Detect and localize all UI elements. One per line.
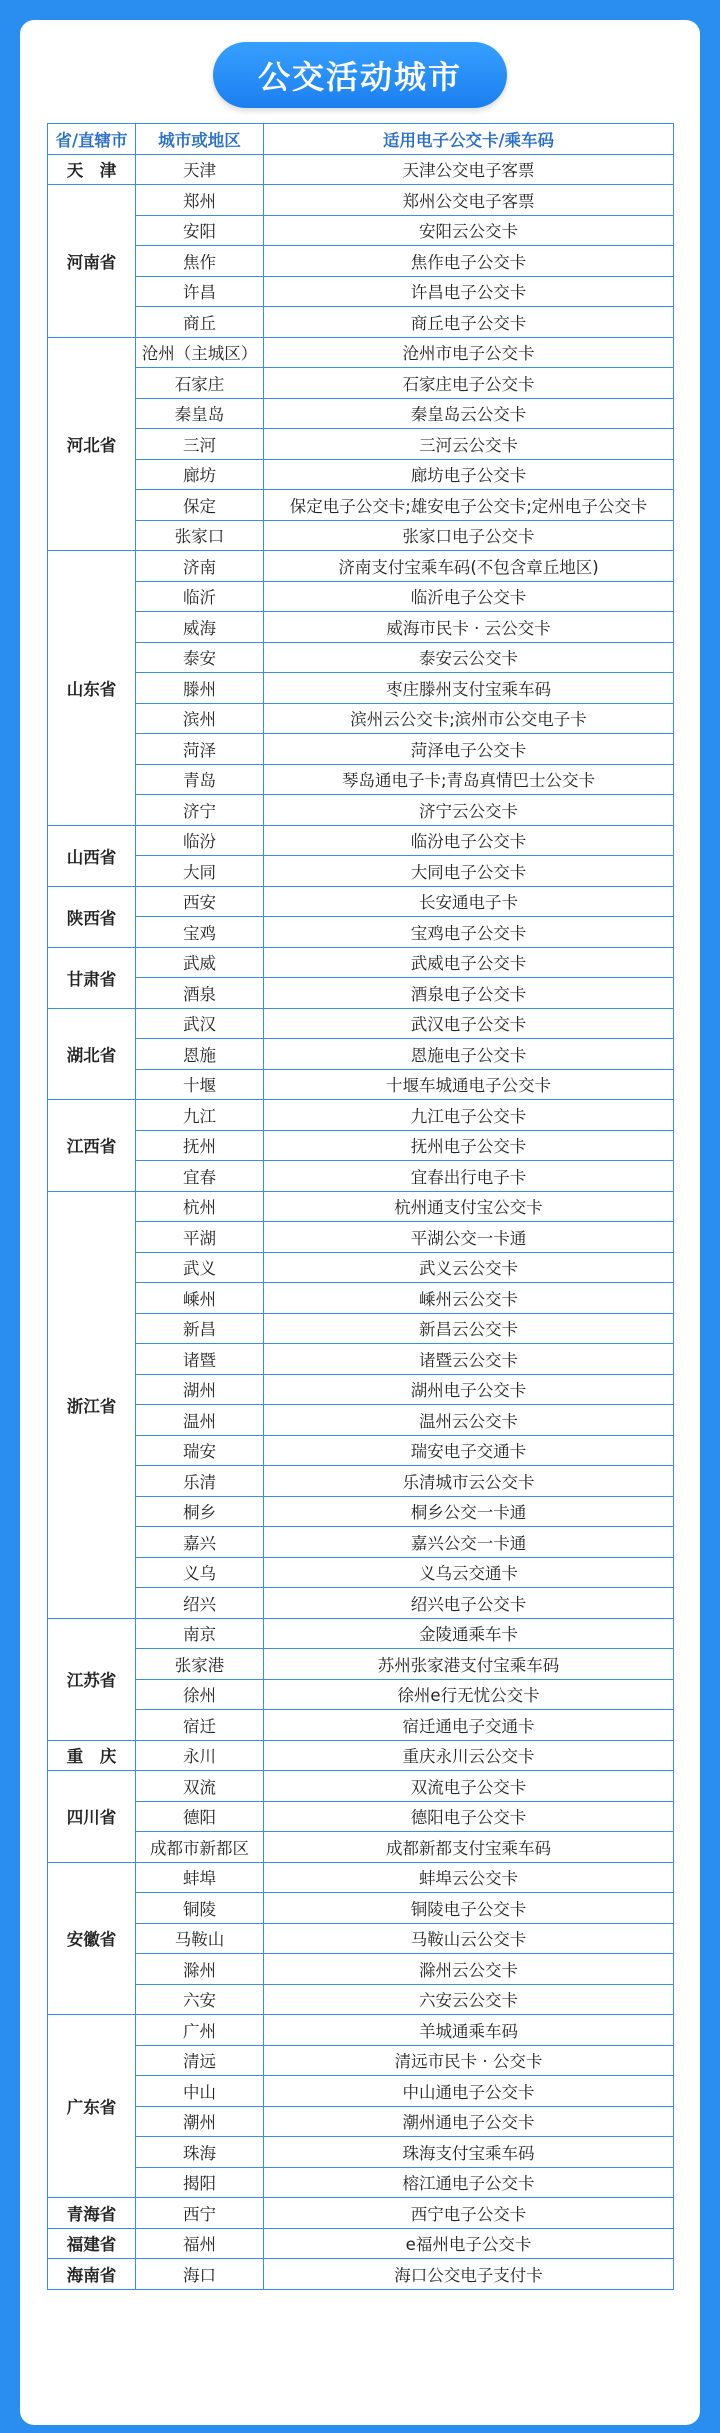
table-row bbox=[48, 520, 674, 551]
card-cell: 瑞安电子交通卡 bbox=[264, 1435, 674, 1466]
city-cell: 义乌 bbox=[136, 1557, 264, 1588]
card-cell: 济宁云公交卡 bbox=[264, 795, 674, 826]
table-row bbox=[48, 1618, 674, 1649]
header-city: 城市或地区 bbox=[136, 124, 264, 155]
city-cell: 揭阳 bbox=[136, 2167, 264, 2198]
card-cell: 许昌电子公交卡 bbox=[264, 276, 674, 307]
table-row bbox=[48, 1130, 674, 1161]
table-row bbox=[48, 2167, 674, 2198]
table-row bbox=[48, 1191, 674, 1222]
table-row bbox=[48, 1405, 674, 1436]
card-cell: 滁州云公交卡 bbox=[264, 1954, 674, 1985]
city-cell: 临汾 bbox=[136, 825, 264, 856]
table-row bbox=[48, 1344, 674, 1375]
table-row bbox=[48, 1313, 674, 1344]
card-cell: 大同电子公交卡 bbox=[264, 856, 674, 887]
city-cell: 焦作 bbox=[136, 246, 264, 277]
city-cell: 桐乡 bbox=[136, 1496, 264, 1527]
card-cell: 恩施电子公交卡 bbox=[264, 1039, 674, 1070]
card-cell: 潮州通电子公交卡 bbox=[264, 2106, 674, 2137]
table-row bbox=[48, 612, 674, 643]
table-row bbox=[48, 642, 674, 673]
table-row bbox=[48, 337, 674, 368]
table-row bbox=[48, 185, 674, 216]
card-cell: 乐清城市云公交卡 bbox=[264, 1466, 674, 1497]
table-row bbox=[48, 2198, 674, 2229]
header-province: 省/直辖市 bbox=[48, 124, 136, 155]
card-cell: 十堰车城通电子公交卡 bbox=[264, 1069, 674, 1100]
city-cell: 十堰 bbox=[136, 1069, 264, 1100]
province-cell: 重 庆 bbox=[48, 1740, 136, 1771]
table-row bbox=[48, 673, 674, 704]
city-cell: 西安 bbox=[136, 886, 264, 917]
province-cell: 四川省 bbox=[48, 1771, 136, 1863]
table-row bbox=[48, 1588, 674, 1619]
table-row bbox=[48, 154, 674, 185]
city-cell: 秦皇岛 bbox=[136, 398, 264, 429]
table-row bbox=[48, 368, 674, 399]
city-cell: 大同 bbox=[136, 856, 264, 887]
table-body bbox=[48, 154, 674, 2289]
table-row bbox=[48, 1374, 674, 1405]
card-cell: 安阳云公交卡 bbox=[264, 215, 674, 246]
table-header-row bbox=[48, 124, 674, 155]
city-cell: 六安 bbox=[136, 1984, 264, 2015]
province-cell: 山东省 bbox=[48, 551, 136, 826]
table-row bbox=[48, 1161, 674, 1192]
city-cell: 海口 bbox=[136, 2259, 264, 2290]
card-cell: 沧州市电子公交卡 bbox=[264, 337, 674, 368]
card-cell: 双流电子公交卡 bbox=[264, 1771, 674, 1802]
card-cell: 临沂电子公交卡 bbox=[264, 581, 674, 612]
province-cell: 福建省 bbox=[48, 2228, 136, 2259]
table-row bbox=[48, 1801, 674, 1832]
card-cell: 义乌云交通卡 bbox=[264, 1557, 674, 1588]
city-cell: 清远 bbox=[136, 2045, 264, 2076]
card-cell: 武义云公交卡 bbox=[264, 1252, 674, 1283]
table-row bbox=[48, 1069, 674, 1100]
table-row bbox=[48, 1222, 674, 1253]
table-row bbox=[48, 703, 674, 734]
page-title: 公交活动城市 bbox=[213, 42, 507, 108]
card-cell: 徐州e行无忧公交卡 bbox=[264, 1679, 674, 1710]
card-cell: 蚌埠云公交卡 bbox=[264, 1862, 674, 1893]
city-cell: 恩施 bbox=[136, 1039, 264, 1070]
card-cell: 金陵通乘车卡 bbox=[264, 1618, 674, 1649]
city-cell: 诸暨 bbox=[136, 1344, 264, 1375]
city-cell: 张家口 bbox=[136, 520, 264, 551]
card-cell: 重庆永川云公交卡 bbox=[264, 1740, 674, 1771]
table-row bbox=[48, 2015, 674, 2046]
city-cell: 安阳 bbox=[136, 215, 264, 246]
table-row bbox=[48, 1649, 674, 1680]
table-row bbox=[48, 1435, 674, 1466]
province-cell: 天 津 bbox=[48, 154, 136, 185]
city-cell: 南京 bbox=[136, 1618, 264, 1649]
table-row bbox=[48, 1557, 674, 1588]
city-cell: 珠海 bbox=[136, 2137, 264, 2168]
city-cell: 广州 bbox=[136, 2015, 264, 2046]
city-cell: 永川 bbox=[136, 1740, 264, 1771]
table-row bbox=[48, 1832, 674, 1863]
table-row bbox=[48, 2045, 674, 2076]
city-cell: 威海 bbox=[136, 612, 264, 643]
card-cell: 桐乡公交一卡通 bbox=[264, 1496, 674, 1527]
card-cell: 珠海支付宝乘车码 bbox=[264, 2137, 674, 2168]
city-cell: 成都市新都区 bbox=[136, 1832, 264, 1863]
table-row bbox=[48, 1862, 674, 1893]
card-cell: 三河云公交卡 bbox=[264, 429, 674, 460]
city-cell: 宿迁 bbox=[136, 1710, 264, 1741]
card-cell: e福州电子公交卡 bbox=[264, 2228, 674, 2259]
table-row bbox=[48, 1283, 674, 1314]
city-cell: 中山 bbox=[136, 2076, 264, 2107]
city-cell: 嵊州 bbox=[136, 1283, 264, 1314]
city-cell: 武义 bbox=[136, 1252, 264, 1283]
table-row bbox=[48, 764, 674, 795]
city-cell: 商丘 bbox=[136, 307, 264, 338]
card-cell: 石家庄电子公交卡 bbox=[264, 368, 674, 399]
card-cell: 长安通电子卡 bbox=[264, 886, 674, 917]
card-cell: 秦皇岛云公交卡 bbox=[264, 398, 674, 429]
city-cell: 新昌 bbox=[136, 1313, 264, 1344]
table-row bbox=[48, 886, 674, 917]
city-cell: 宝鸡 bbox=[136, 917, 264, 948]
card-cell: 新昌云公交卡 bbox=[264, 1313, 674, 1344]
province-cell: 浙江省 bbox=[48, 1191, 136, 1618]
city-cell: 蚌埠 bbox=[136, 1862, 264, 1893]
city-cell: 瑞安 bbox=[136, 1435, 264, 1466]
table-row bbox=[48, 1679, 674, 1710]
city-cell: 乐清 bbox=[136, 1466, 264, 1497]
city-cell: 三河 bbox=[136, 429, 264, 460]
card-cell: 榕江通电子公交卡 bbox=[264, 2167, 674, 2198]
table-row bbox=[48, 1893, 674, 1924]
city-cell: 潮州 bbox=[136, 2106, 264, 2137]
table-row bbox=[48, 1954, 674, 1985]
table-row bbox=[48, 978, 674, 1009]
card-cell: 苏州张家港支付宝乘车码 bbox=[264, 1649, 674, 1680]
card-cell: 枣庄滕州支付宝乘车码 bbox=[264, 673, 674, 704]
city-cell: 济宁 bbox=[136, 795, 264, 826]
table-row bbox=[48, 856, 674, 887]
card-cell: 绍兴电子公交卡 bbox=[264, 1588, 674, 1619]
table-row bbox=[48, 1039, 674, 1070]
province-cell: 山西省 bbox=[48, 825, 136, 886]
card-cell: 泰安云公交卡 bbox=[264, 642, 674, 673]
province-cell: 海南省 bbox=[48, 2259, 136, 2290]
province-cell: 江苏省 bbox=[48, 1618, 136, 1740]
card-cell: 郑州公交电子客票 bbox=[264, 185, 674, 216]
table-row bbox=[48, 398, 674, 429]
card-cell: 宝鸡电子公交卡 bbox=[264, 917, 674, 948]
city-cell: 徐州 bbox=[136, 1679, 264, 1710]
city-cell: 双流 bbox=[136, 1771, 264, 1802]
province-cell: 湖北省 bbox=[48, 1008, 136, 1100]
city-cell: 平湖 bbox=[136, 1222, 264, 1253]
city-cell: 铜陵 bbox=[136, 1893, 264, 1924]
city-cell: 抚州 bbox=[136, 1130, 264, 1161]
card-cell: 清远市民卡 · 公交卡 bbox=[264, 2045, 674, 2076]
province-cell: 江西省 bbox=[48, 1100, 136, 1192]
city-cell: 杭州 bbox=[136, 1191, 264, 1222]
header-card: 适用电子公交卡/乘车码 bbox=[264, 124, 674, 155]
province-cell: 河北省 bbox=[48, 337, 136, 551]
table-row bbox=[48, 734, 674, 765]
table-row bbox=[48, 1984, 674, 2015]
city-cell: 石家庄 bbox=[136, 368, 264, 399]
table-row bbox=[48, 1923, 674, 1954]
table-row bbox=[48, 917, 674, 948]
table-row bbox=[48, 2106, 674, 2137]
card-cell: 保定电子公交卡;雄安电子公交卡;定州电子公交卡 bbox=[264, 490, 674, 521]
province-cell: 甘肃省 bbox=[48, 947, 136, 1008]
card-cell: 武汉电子公交卡 bbox=[264, 1008, 674, 1039]
city-cell: 滁州 bbox=[136, 1954, 264, 1985]
card-cell: 西宁电子公交卡 bbox=[264, 2198, 674, 2229]
card-cell: 酒泉电子公交卡 bbox=[264, 978, 674, 1009]
table-row bbox=[48, 1740, 674, 1771]
card-cell: 琴岛通电子卡;青岛真情巴士公交卡 bbox=[264, 764, 674, 795]
card-cell: 羊城通乘车码 bbox=[264, 2015, 674, 2046]
city-cell: 滕州 bbox=[136, 673, 264, 704]
table-row bbox=[48, 215, 674, 246]
table-row bbox=[48, 2259, 674, 2290]
city-cell: 保定 bbox=[136, 490, 264, 521]
card-cell: 成都新都支付宝乘车码 bbox=[264, 1832, 674, 1863]
card-cell: 马鞍山云公交卡 bbox=[264, 1923, 674, 1954]
table-row bbox=[48, 795, 674, 826]
card-cell: 海口公交电子支付卡 bbox=[264, 2259, 674, 2290]
card-cell: 诸暨云公交卡 bbox=[264, 1344, 674, 1375]
city-cell: 绍兴 bbox=[136, 1588, 264, 1619]
card-cell: 九江电子公交卡 bbox=[264, 1100, 674, 1131]
city-cell: 滨州 bbox=[136, 703, 264, 734]
table-row bbox=[48, 1252, 674, 1283]
card-cell: 焦作电子公交卡 bbox=[264, 246, 674, 277]
city-cell: 嘉兴 bbox=[136, 1527, 264, 1558]
card-cell: 菏泽电子公交卡 bbox=[264, 734, 674, 765]
table-row bbox=[48, 2228, 674, 2259]
table-row bbox=[48, 276, 674, 307]
table-row bbox=[48, 2137, 674, 2168]
city-cell: 泰安 bbox=[136, 642, 264, 673]
city-cell: 张家港 bbox=[136, 1649, 264, 1680]
table-row bbox=[48, 459, 674, 490]
table-row bbox=[48, 490, 674, 521]
table-row bbox=[48, 947, 674, 978]
card-cell: 廊坊电子公交卡 bbox=[264, 459, 674, 490]
province-cell: 青海省 bbox=[48, 2198, 136, 2229]
table-row bbox=[48, 581, 674, 612]
city-cell: 九江 bbox=[136, 1100, 264, 1131]
card-cell: 威海市民卡 · 云公交卡 bbox=[264, 612, 674, 643]
card-cell: 温州云公交卡 bbox=[264, 1405, 674, 1436]
province-cell: 广东省 bbox=[48, 2015, 136, 2198]
table-row bbox=[48, 1771, 674, 1802]
table-row bbox=[48, 307, 674, 338]
city-table bbox=[47, 123, 674, 2290]
city-cell: 酒泉 bbox=[136, 978, 264, 1009]
card-cell: 德阳电子公交卡 bbox=[264, 1801, 674, 1832]
card-cell: 滨州云公交卡;滨州市公交电子卡 bbox=[264, 703, 674, 734]
table-row bbox=[48, 1496, 674, 1527]
province-cell: 河南省 bbox=[48, 185, 136, 338]
table-row bbox=[48, 551, 674, 582]
card-cell: 杭州通支付宝公交卡 bbox=[264, 1191, 674, 1222]
table-row bbox=[48, 1100, 674, 1131]
city-cell: 德阳 bbox=[136, 1801, 264, 1832]
card-cell: 临汾电子公交卡 bbox=[264, 825, 674, 856]
table-row bbox=[48, 1466, 674, 1497]
city-cell: 临沂 bbox=[136, 581, 264, 612]
city-cell: 温州 bbox=[136, 1405, 264, 1436]
card-cell: 张家口电子公交卡 bbox=[264, 520, 674, 551]
card-cell: 嘉兴公交一卡通 bbox=[264, 1527, 674, 1558]
table-row bbox=[48, 1710, 674, 1741]
city-cell: 青岛 bbox=[136, 764, 264, 795]
city-cell: 福州 bbox=[136, 2228, 264, 2259]
table-row bbox=[48, 246, 674, 277]
city-cell: 许昌 bbox=[136, 276, 264, 307]
city-cell: 廊坊 bbox=[136, 459, 264, 490]
table-row bbox=[48, 2076, 674, 2107]
city-cell: 沧州（主城区） bbox=[136, 337, 264, 368]
card-cell: 嵊州云公交卡 bbox=[264, 1283, 674, 1314]
card-cell: 天津公交电子客票 bbox=[264, 154, 674, 185]
table-row bbox=[48, 825, 674, 856]
card-cell: 武威电子公交卡 bbox=[264, 947, 674, 978]
city-cell: 湖州 bbox=[136, 1374, 264, 1405]
card-cell: 六安云公交卡 bbox=[264, 1984, 674, 2015]
table-row bbox=[48, 1527, 674, 1558]
table-row bbox=[48, 429, 674, 460]
city-cell: 西宁 bbox=[136, 2198, 264, 2229]
card-cell: 宜春出行电子卡 bbox=[264, 1161, 674, 1192]
city-cell: 天津 bbox=[136, 154, 264, 185]
card-cell: 济南支付宝乘车码(不包含章丘地区) bbox=[264, 551, 674, 582]
city-cell: 宜春 bbox=[136, 1161, 264, 1192]
card-cell: 宿迁通电子交通卡 bbox=[264, 1710, 674, 1741]
province-cell: 陕西省 bbox=[48, 886, 136, 947]
city-cell: 郑州 bbox=[136, 185, 264, 216]
card-cell: 抚州电子公交卡 bbox=[264, 1130, 674, 1161]
card-cell: 中山通电子公交卡 bbox=[264, 2076, 674, 2107]
city-cell: 武威 bbox=[136, 947, 264, 978]
card-cell: 商丘电子公交卡 bbox=[264, 307, 674, 338]
card-cell: 铜陵电子公交卡 bbox=[264, 1893, 674, 1924]
card-cell: 平湖公交一卡通 bbox=[264, 1222, 674, 1253]
city-cell: 武汉 bbox=[136, 1008, 264, 1039]
city-cell: 马鞍山 bbox=[136, 1923, 264, 1954]
card-cell: 湖州电子公交卡 bbox=[264, 1374, 674, 1405]
city-cell: 济南 bbox=[136, 551, 264, 582]
table-row bbox=[48, 1008, 674, 1039]
province-cell: 安徽省 bbox=[48, 1862, 136, 2015]
city-cell: 菏泽 bbox=[136, 734, 264, 765]
